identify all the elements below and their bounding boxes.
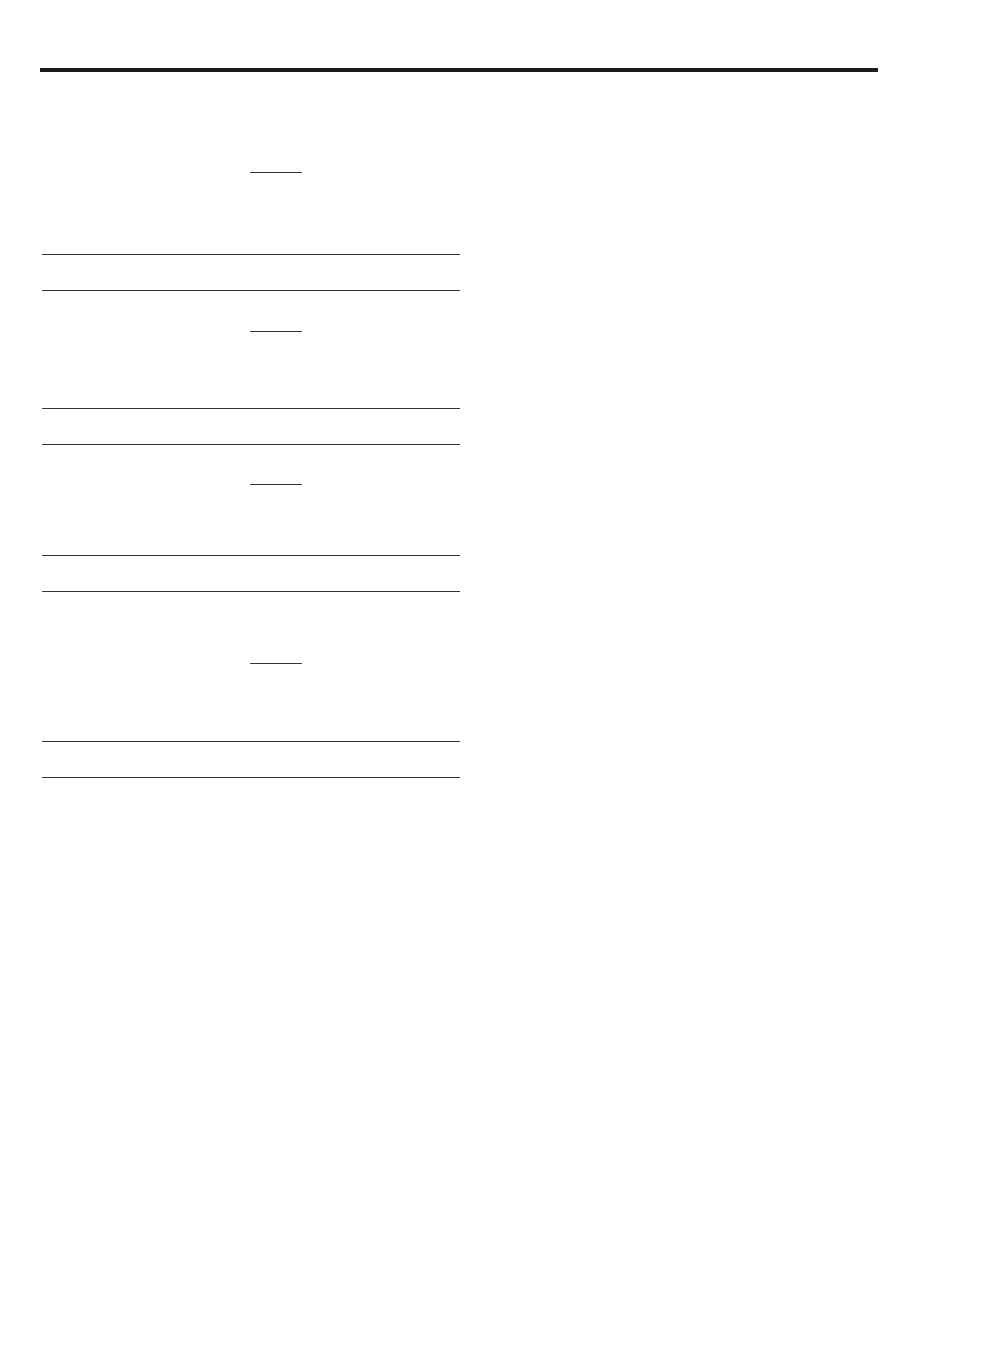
table-row: [42, 815, 500, 831]
header-rule-top: [42, 555, 460, 556]
table-row: [42, 461, 500, 477]
header-rule-top: [42, 408, 460, 409]
total-row: [50, 182, 522, 198]
table-row: [42, 831, 500, 847]
table-row: [50, 123, 500, 139]
header-rule-top: [42, 254, 460, 255]
total-rule: [250, 331, 302, 332]
header-rule-top: [42, 741, 460, 742]
total-rule: [250, 172, 302, 173]
table-row: [50, 139, 500, 155]
table-row: [42, 610, 500, 626]
header-rule-bottom: [42, 290, 460, 291]
table-row: [42, 626, 500, 642]
header-rule-bottom: [42, 591, 460, 592]
total-rule: [250, 663, 302, 664]
table-row: [50, 108, 500, 124]
header-rule-bottom: [42, 777, 460, 778]
total-row: [42, 673, 522, 689]
table-row: [42, 784, 500, 800]
table-row: [42, 641, 500, 657]
header-rule: [40, 68, 878, 72]
total-rule: [250, 484, 302, 485]
table-row: [42, 312, 500, 328]
table-row: [50, 154, 500, 170]
total-row: [42, 341, 522, 357]
total-row: [42, 494, 522, 510]
table-row: [50, 92, 500, 108]
header-rule-bottom: [42, 444, 460, 445]
table-row: [42, 800, 500, 816]
